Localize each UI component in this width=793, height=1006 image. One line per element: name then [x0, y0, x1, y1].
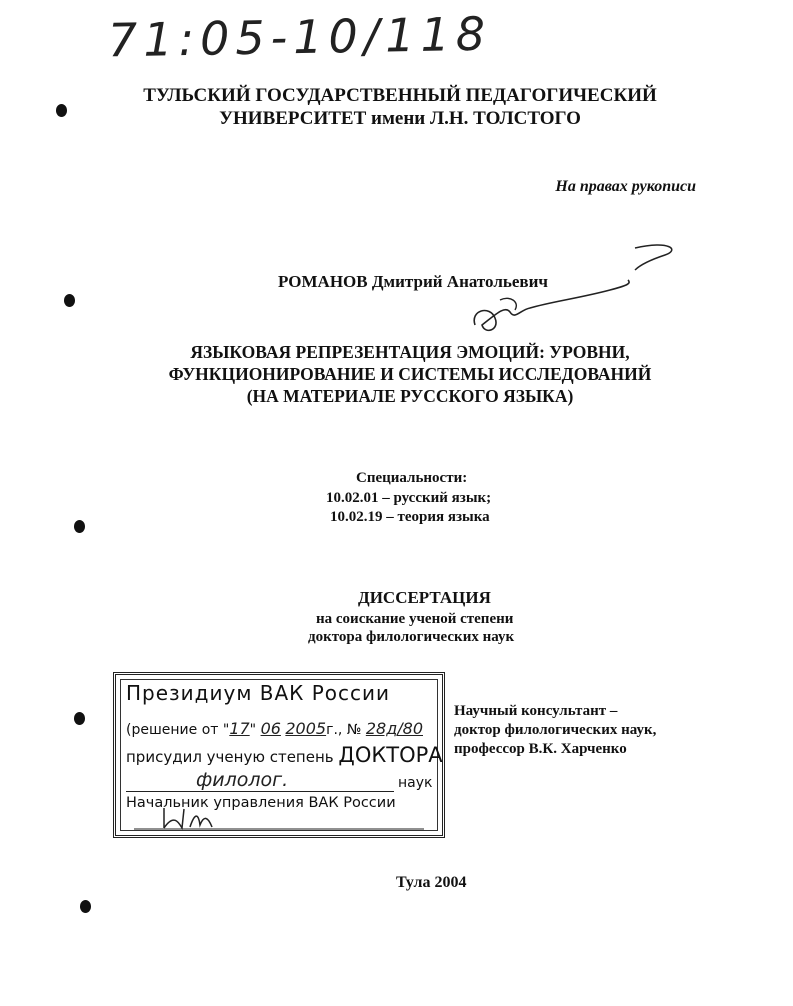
dissertation-line: доктора филологических наук	[308, 629, 515, 645]
chief-signature	[134, 803, 424, 831]
specialty-item: 10.02.01 – русский язык;	[326, 490, 492, 506]
punch-hole	[74, 520, 85, 533]
punch-hole	[80, 900, 91, 913]
specialties-heading: Специальности:	[356, 470, 468, 486]
manuscript-rights: На правах рукописи	[555, 178, 696, 195]
university-name-line2: УНИВЕРСИТЕТ имени Л.Н. ТОЛСТОГО	[219, 108, 581, 129]
stamp-title: Президиум ВАК России	[126, 681, 391, 705]
university-name-line1: ТУЛЬСКИЙ ГОСУДАРСТВЕННЫЙ ПЕДАГОГИЧЕСКИЙ	[143, 85, 657, 106]
stamp-decision-line: (решение от "17" 06 2005г., № 28д/80	[126, 719, 423, 738]
decision-year: 2005	[285, 719, 327, 738]
punch-hole	[74, 712, 85, 725]
stamp-awarded-line: присудил ученую степень ДОКТОРА	[126, 743, 443, 767]
dissertation-line: на соискание ученой степени	[316, 611, 514, 627]
title-line3: (НА МАТЕРИАЛЕ РУССКОГО ЯЗЫКА)	[246, 386, 574, 406]
degree: ДОКТОРА	[338, 743, 443, 767]
decision-month: 06	[260, 719, 281, 738]
field-handwritten: филолог.	[196, 769, 289, 791]
author-signature	[460, 240, 690, 340]
title-line2: ФУНКЦИОНИРОВАНИЕ И СИСТЕМЫ ИССЛЕДОВАНИЙ	[168, 364, 652, 384]
specialty-item: 10.02.19 – теория языка	[330, 509, 490, 525]
scientific-consultant: Научный консультант – доктор филологических наук, профессор В.К. Харченко	[454, 703, 657, 757]
archive-number: 71:05-10/118	[107, 6, 492, 68]
punch-hole	[56, 104, 67, 117]
city-year: Тула 2004	[396, 874, 467, 891]
vak-stamp: Президиум ВАК России (решение от "17" 06 2005г., № 28д/80 присудил ученую степень ДОКТОРА филолог. наук Начальник управления ВАК России	[113, 672, 445, 838]
decision-number: 28д/80	[365, 719, 423, 738]
decision-day: 17	[229, 719, 250, 738]
title-line1: ЯЗЫКОВАЯ РЕПРЕЗЕНТАЦИЯ ЭМОЦИЙ: УРОВНИ,	[190, 342, 630, 362]
punch-hole	[64, 294, 75, 307]
author-name: РОМАНОВ Дмитрий Анатольевич	[278, 272, 548, 291]
stamp-chief: Начальник управления ВАК России	[126, 795, 396, 811]
dissertation-heading: ДИССЕРТАЦИЯ	[358, 588, 491, 607]
